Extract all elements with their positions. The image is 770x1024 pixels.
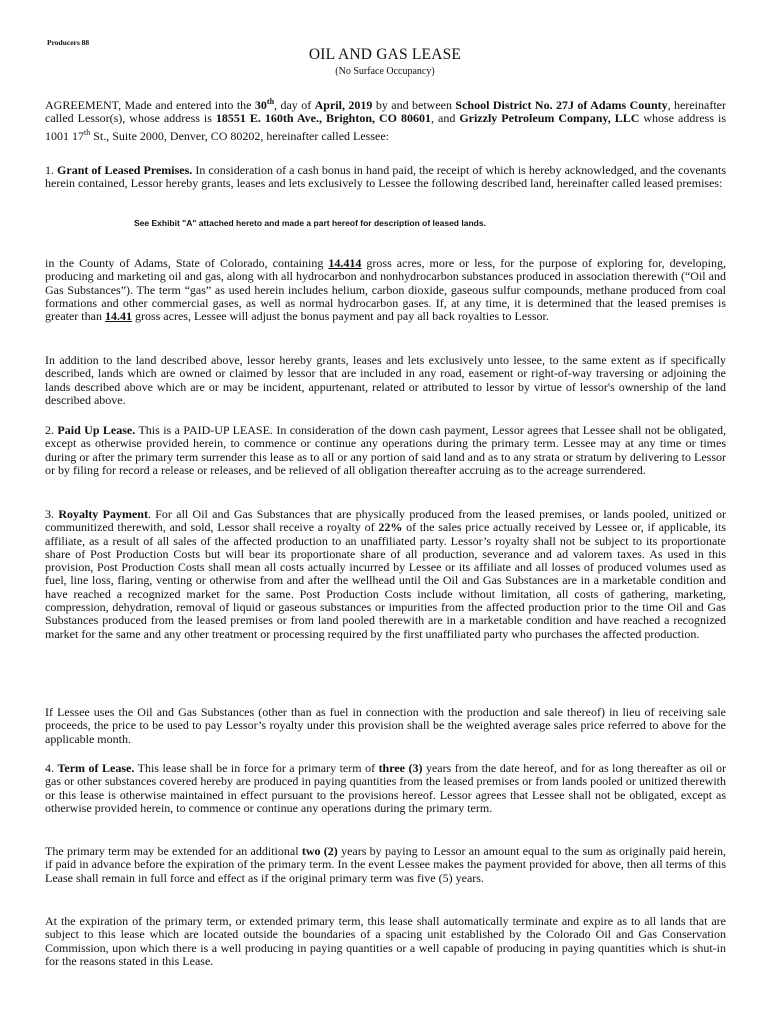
agreement-text: , and [431,111,460,126]
section-number: 3. [45,507,59,521]
section-number: 1. [45,163,58,177]
section-text: . For all Oil and Gas Substances that are physically produced from the leased premises, or lands pooled, unitized or communitized therewith, and sold, Lessor shall receive a royalty of [45,507,726,535]
section-heading: Royalty Payment [58,507,148,521]
extension-text: The primary term may be extended for an additional [45,844,302,858]
section-heading: Term of Lease. [57,761,135,775]
county-text: in the County of Adams, State of Colorado, containing [45,256,329,270]
agreement-text: by and between [372,98,456,112]
gross-acres-threshold: 14.41 [104,309,132,324]
agreement-text: AGREEMENT, Made and entered into the [45,98,255,112]
agreement-date: April, 2019 [314,98,373,112]
agreement-text: , day of [274,98,315,112]
agreement-day: 30 [254,98,267,112]
section-heading: Grant of Leased Premises. [57,163,193,177]
extension-text: years by paying to Lessor an amount equal to the sum as originally paid herein, if paid in advance before the expiration of the primary term. In the event Lessee makes the payment provided for above, then all terms of this Lease shall remain in full force and effect as if the original primary term was five (5) years. [45,844,727,885]
section-2-paid-up [45,424,726,477]
section-text: This is a PAID-UP LEASE. In consideration of the down cash payment, Lessor agrees that Lessee shall not be obligated, except as otherwise provided herein, to commence or continue any operations during the primary term. Lessee may at any time or times during or after the primary term surrender this lease as to all or any portion of said land and as to any strata or stratum by delivering to Lessor or by filing for record a release or releases, and be relieved of all obligation thereafter accruing as to the acreage surrendered. [45,423,727,477]
section-text: years from the date hereof, and for as long thereafter as oil or gas or other substances covered hereby are produced in paying quantities from the leased premises or from lands pooled or unitized therewith or this lease is otherwise maintained in effect pursuant to the provisions hereof. Lessor agrees that Lessee shall not be obligated, except as otherwise provided herein, to commence or continue any operations during the primary term. [45,761,727,815]
section-number: 4. [45,761,58,775]
gross-acres: 14.414 [328,256,362,270]
addition-paragraph: In addition to the land described above, lessor hereby grants, leases and lets exclusively unto lessee, to the same extent as if specifically described, lands which are owned or claimed by lessor that are included in any road, easement or right-of-way traversing or adjoining the lands described above which are or may be incident, appurtenant, related or attributed to lessor by virtue of lessor's ownership of the land described above. [45,353,726,407]
agreement-text: whose address is 1001 17 [45,111,727,143]
section-3-royalty [45,508,726,641]
lessee-name: Grizzly Petroleum Company, LLC [459,111,640,126]
primary-term: three (3) [378,761,423,775]
agreement-day-suffix: th [266,97,275,106]
form-id: Producers 88 [47,38,90,47]
section-text: In consideration of a cash bonus in hand paid, the receipt of which is hereby acknowledged, and the covenants herein contained, Lessor hereby grants, leases and lets exclusively to Lessee the following described land, hereinafter called leased premises: [45,163,726,191]
lessor-address: 18551 E. 160th Ave., Brighton, CO 80601 [215,111,431,126]
agreement-text: St., Suite 2000, Denver, CO 80202, hereinafter called Lessee: [90,128,390,143]
county-text: gross acres, Lessee will adjust the bonus payment and pay all back royalties to Lessor. [131,309,549,324]
exhibit-note: See Exhibit "A" attached hereto and made a part hereof for description of leased lands. [134,218,486,228]
section-4-term [45,762,726,815]
agreement-text: , hereinafter called Lessor(s), whose address is [45,98,726,126]
extension-term: two (2) [301,844,338,858]
section-1-grant [45,164,726,191]
address-superscript: th [84,127,91,137]
county-paragraph [45,257,726,323]
extension-paragraph [45,845,726,885]
section-text: of the sales price actually received by Lessee or, if applicable, its affiliate, as a result of all sales of the affected production to an unaffiliated party. Lessor’s royalty shall not be subject to its proportionate share of Post Production Costs but will bear its proportionate share of all production, severance and ad valorem taxes. As used in this provision, Post Production Costs shall mean all costs actually incurred by Lessee or its affiliate and all losses of produced volumes used as fuel, line loss, flaring, venting or otherwise from and after the wellhead until the Oil and Gas Substances are in a marketable condition and have reached a recognized market for the same. Post Production Costs include without limitation, all costs of gathering, marketing, compression, dehydration, removal of liquid or gaseous substances or impurities from the affected production prior to the time Oil and Gas Substances produced from the leased premises or from land pooled therewith are in a marketable condition and have reached a recognized market for the same and any other treatment or processing required by the first unaffiliated party who purchases the affected production. [45,520,726,641]
agreement-paragraph [45,95,726,143]
document-subtitle: (No Surface Occupancy) [335,66,435,77]
county-text: gross acres, more or less, for the purpose of exploring for, developing, producing and marketing oil and gas, along with all hydrocarbon and nonhydrocarbon substances produced in association therewith (“Oil and Gas Substances”). The term “gas” as used herein includes helium, carbon dioxide, gaseous sulfur compounds, methane produced from coal formations and other commercial gases, as well as normal hydrocarbon gases. If, at any time, it is determined that the leased premises is greater than [45,256,726,324]
document-title: OIL AND GAS LEASE [308,46,462,63]
section-heading: Paid Up Lease. [57,423,136,437]
fuel-paragraph: If Lessee uses the Oil and Gas Substances (other than as fuel in connection with the production and sale thereof) in lieu of receiving sale proceeds, the price to be used to pay Lessor’s royalty under this provision shall be the weighted average sales price referred to above for the applicable month. [45,705,726,746]
section-text: This lease shall be in force for a primary term of [134,761,379,775]
section-number: 2. [45,423,58,437]
lessor-name: School District No. 27J of Adams County [455,98,668,112]
expiration-paragraph: At the expiration of the primary term, or extended primary term, this lease shall automatically terminate and expire as to all lands that are subject to this lease which are located outside the boundaries of a spacing unit established by the Colorado Oil and Gas Conservation Commission, upon which there is a well producing in paying quantities or a well capable of producing in paying quantities which is shut-in for the reasons stated in this Lease. [45,914,726,968]
royalty-rate: 22% [378,520,403,535]
